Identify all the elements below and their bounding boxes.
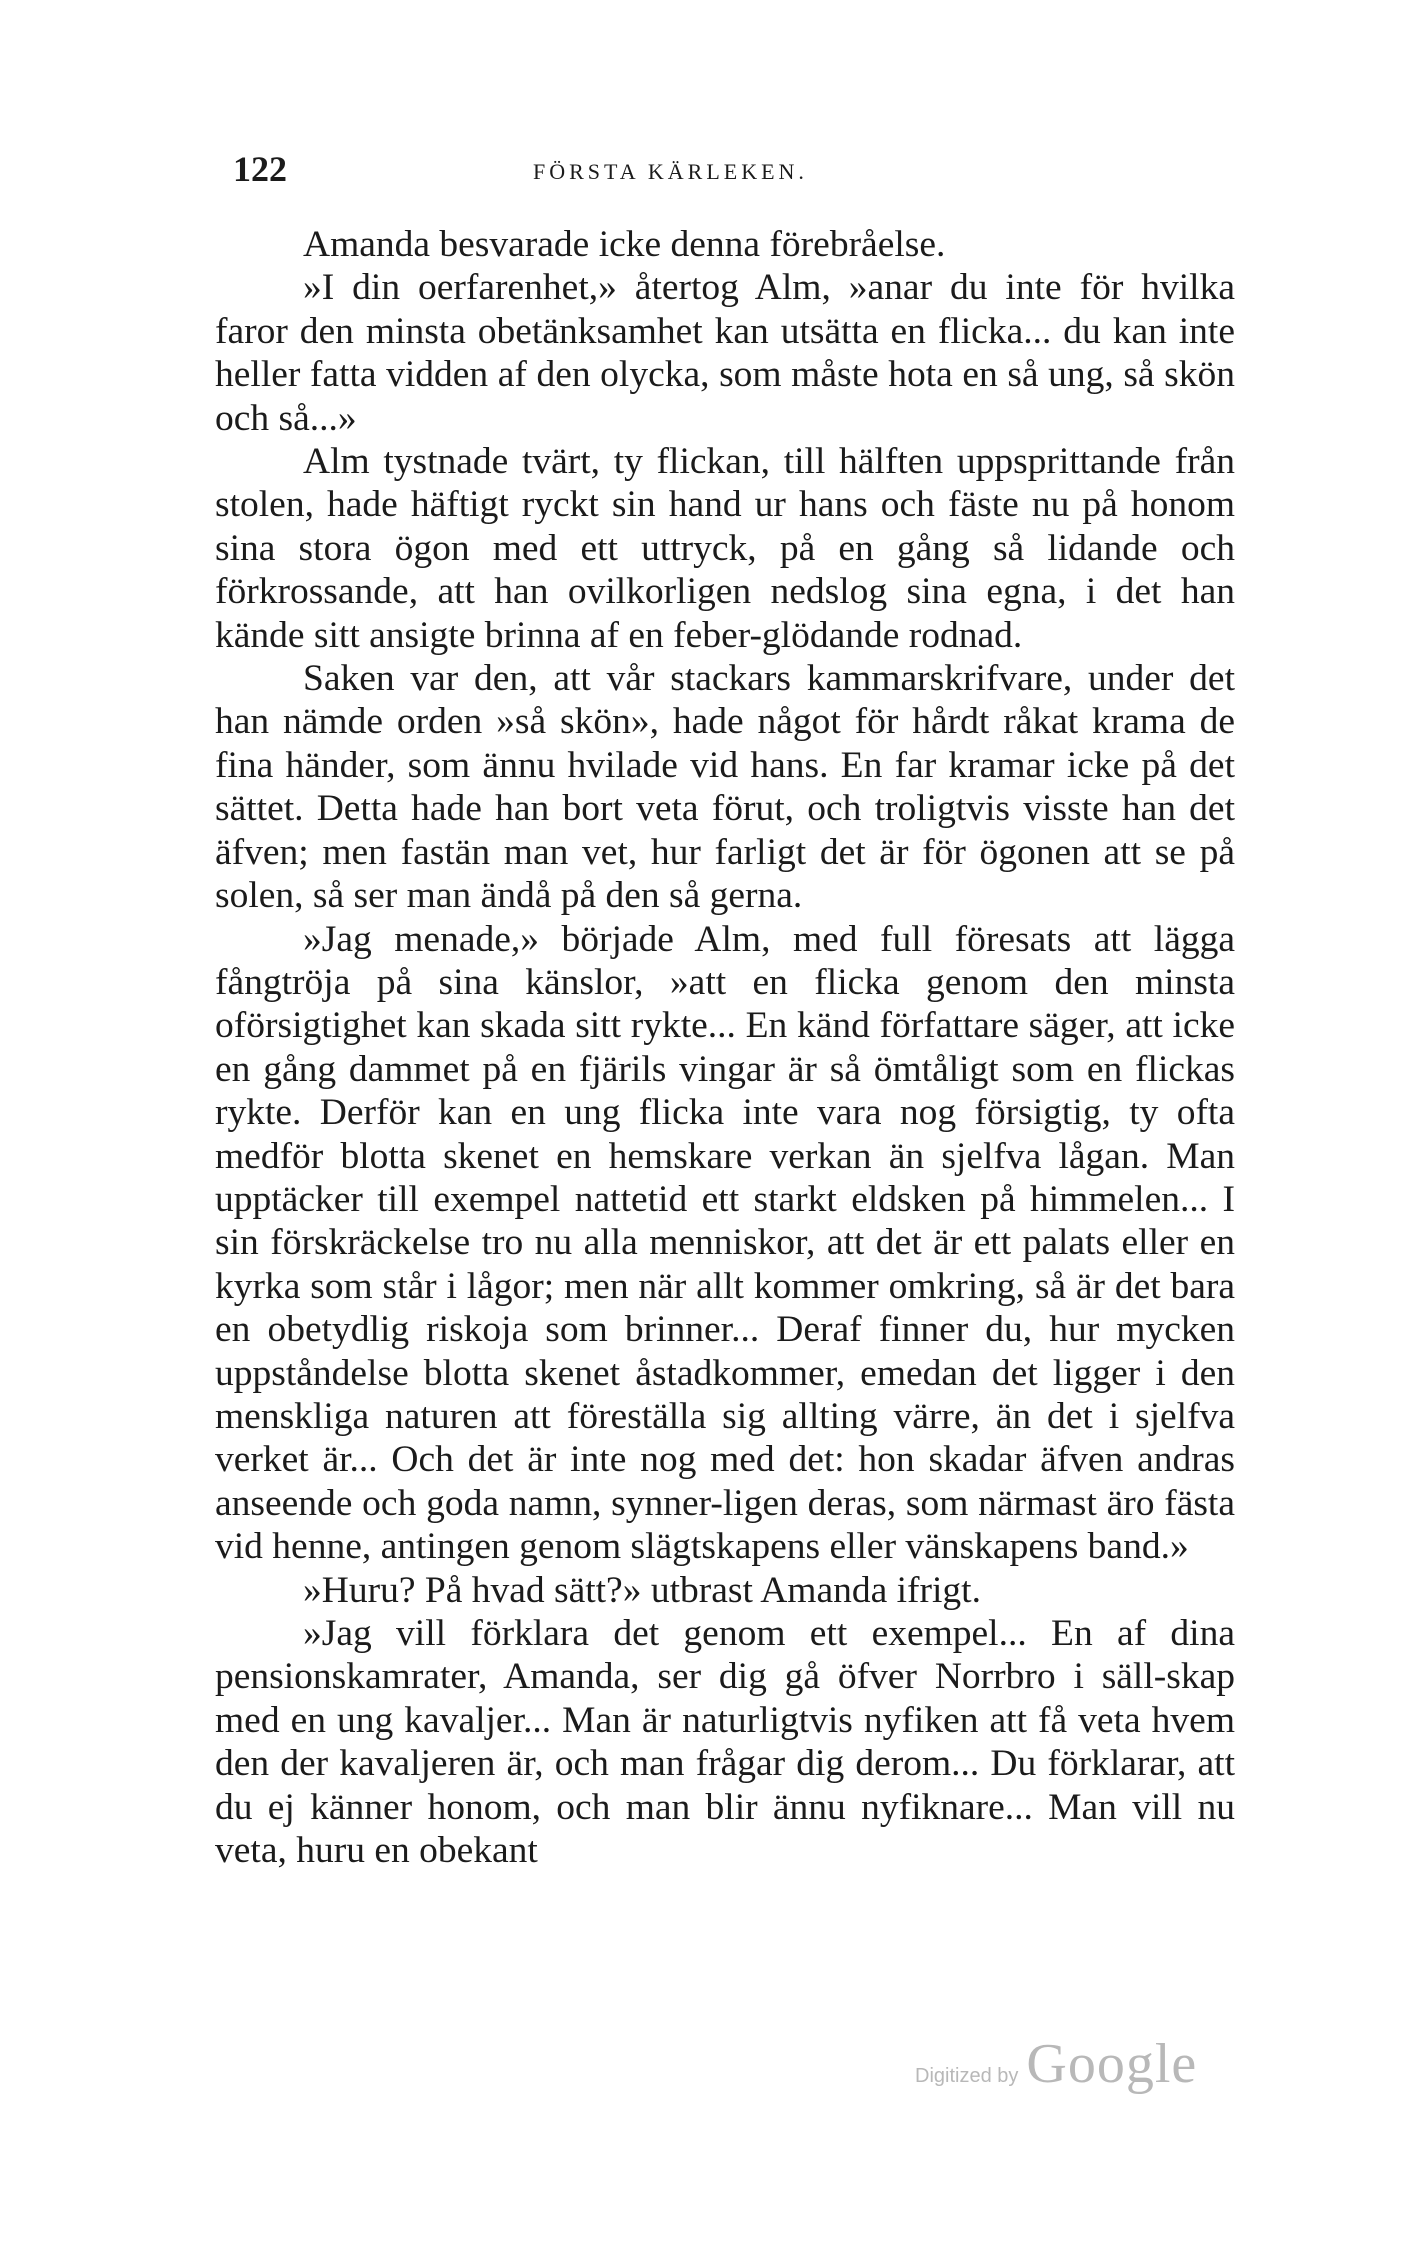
paragraph: »Jag menade,» började Alm, med full föresats att lägga fångtröja på sina känslor, »att en flicka genom den minsta oförsigtighet kan skada sitt rykte... En känd författare säger, att icke en gång dammet på en fjärils vingar är så ömtåligt som en flickas rykte. Derför kan en ung flicka inte vara nog försigtig, ty ofta medför blotta skenet en hemskare verkan än sjelfva lågan. Man upptäcker till exempel nattetid ett starkt eldsken på himmelen... I sin förskräckelse tro nu alla menniskor, att det är ett palats eller en kyrka som står i lågor; men när allt kommer omkring, så är det bara en obetydlig riskoja som brinner... Deraf finner du, hur mycken uppståndelse blotta skenet åstadkommer, emedan det ligger i den menskliga naturen att föreställa sig allting värre, än det i sjelfva verket är... Och det är inte nog med det: hon skadar äfven andras anseende och goda namn, synner-ligen deras, som närmast äro fästa vid henne, antingen genom slägtskapens eller vänskapens band.» <box>215 918 1235 1568</box>
paragraph: »Jag vill förklara det genom ett exempel... En af dina pensionskamrater, Amanda, ser dig gå öfver Norrbro i säll-skap med en ung kavaljer... Man är naturligtvis nyfiken att få veta hvem den der kavaljeren är, och man frågar dig derom... Du förklarar, att du ej känner honom, och man blir ännu nyfiknare... Man vill nu veta, huru en obekant <box>215 1613 1235 1872</box>
paragraph: Amanda besvarade icke denna förebråelse. <box>303 224 946 265</box>
page-header <box>233 146 1243 192</box>
body-text <box>215 223 1235 1872</box>
paragraph: »I din oerfarenhet,» återtog Alm, »anar du inte för hvilka faror den minsta obetänksamhet kan utsätta en flicka... du kan inte heller fatta vidden af den olycka, som måste hota en så ung, så skön och så...» <box>215 267 1235 439</box>
digitized-watermark <box>915 2032 1197 2102</box>
paragraph: Alm tystnade tvärt, ty flickan, till hälften uppsprittande från stolen, hade häftigt ryckt sin hand ur hans och fäste nu på honom sina stora ögon med ett uttryck, på en gång så lidande och förkrossande, att han ovilkorligen nedslog sina egna, i det han kände sitt ansigte brinna af en feber-glödande rodnad. <box>215 441 1235 656</box>
running-title: FÖRSTA KÄRLEKEN. <box>533 159 808 184</box>
google-logo: Google <box>1026 2033 1198 2095</box>
paragraph: Saken var den, att vår stackars kammarskrifvare, under det han nämde orden »så skön», hade något för hårdt råkat krama de fina händer, som ännu hvilade vid hans. En far kramar icke på det sättet. Detta hade han bort veta förut, och troligtvis visste han det äfven; men fastän man vet, hur farligt det är för ögonen att se på solen, så ser man ändå på den så gerna. <box>215 658 1235 917</box>
paragraph: »Huru? På hvad sätt?» utbrast Amanda ifrigt. <box>303 1569 981 1611</box>
page-number: 122 <box>233 149 287 189</box>
digitized-by-text: Digitized by <box>915 2065 1019 2087</box>
